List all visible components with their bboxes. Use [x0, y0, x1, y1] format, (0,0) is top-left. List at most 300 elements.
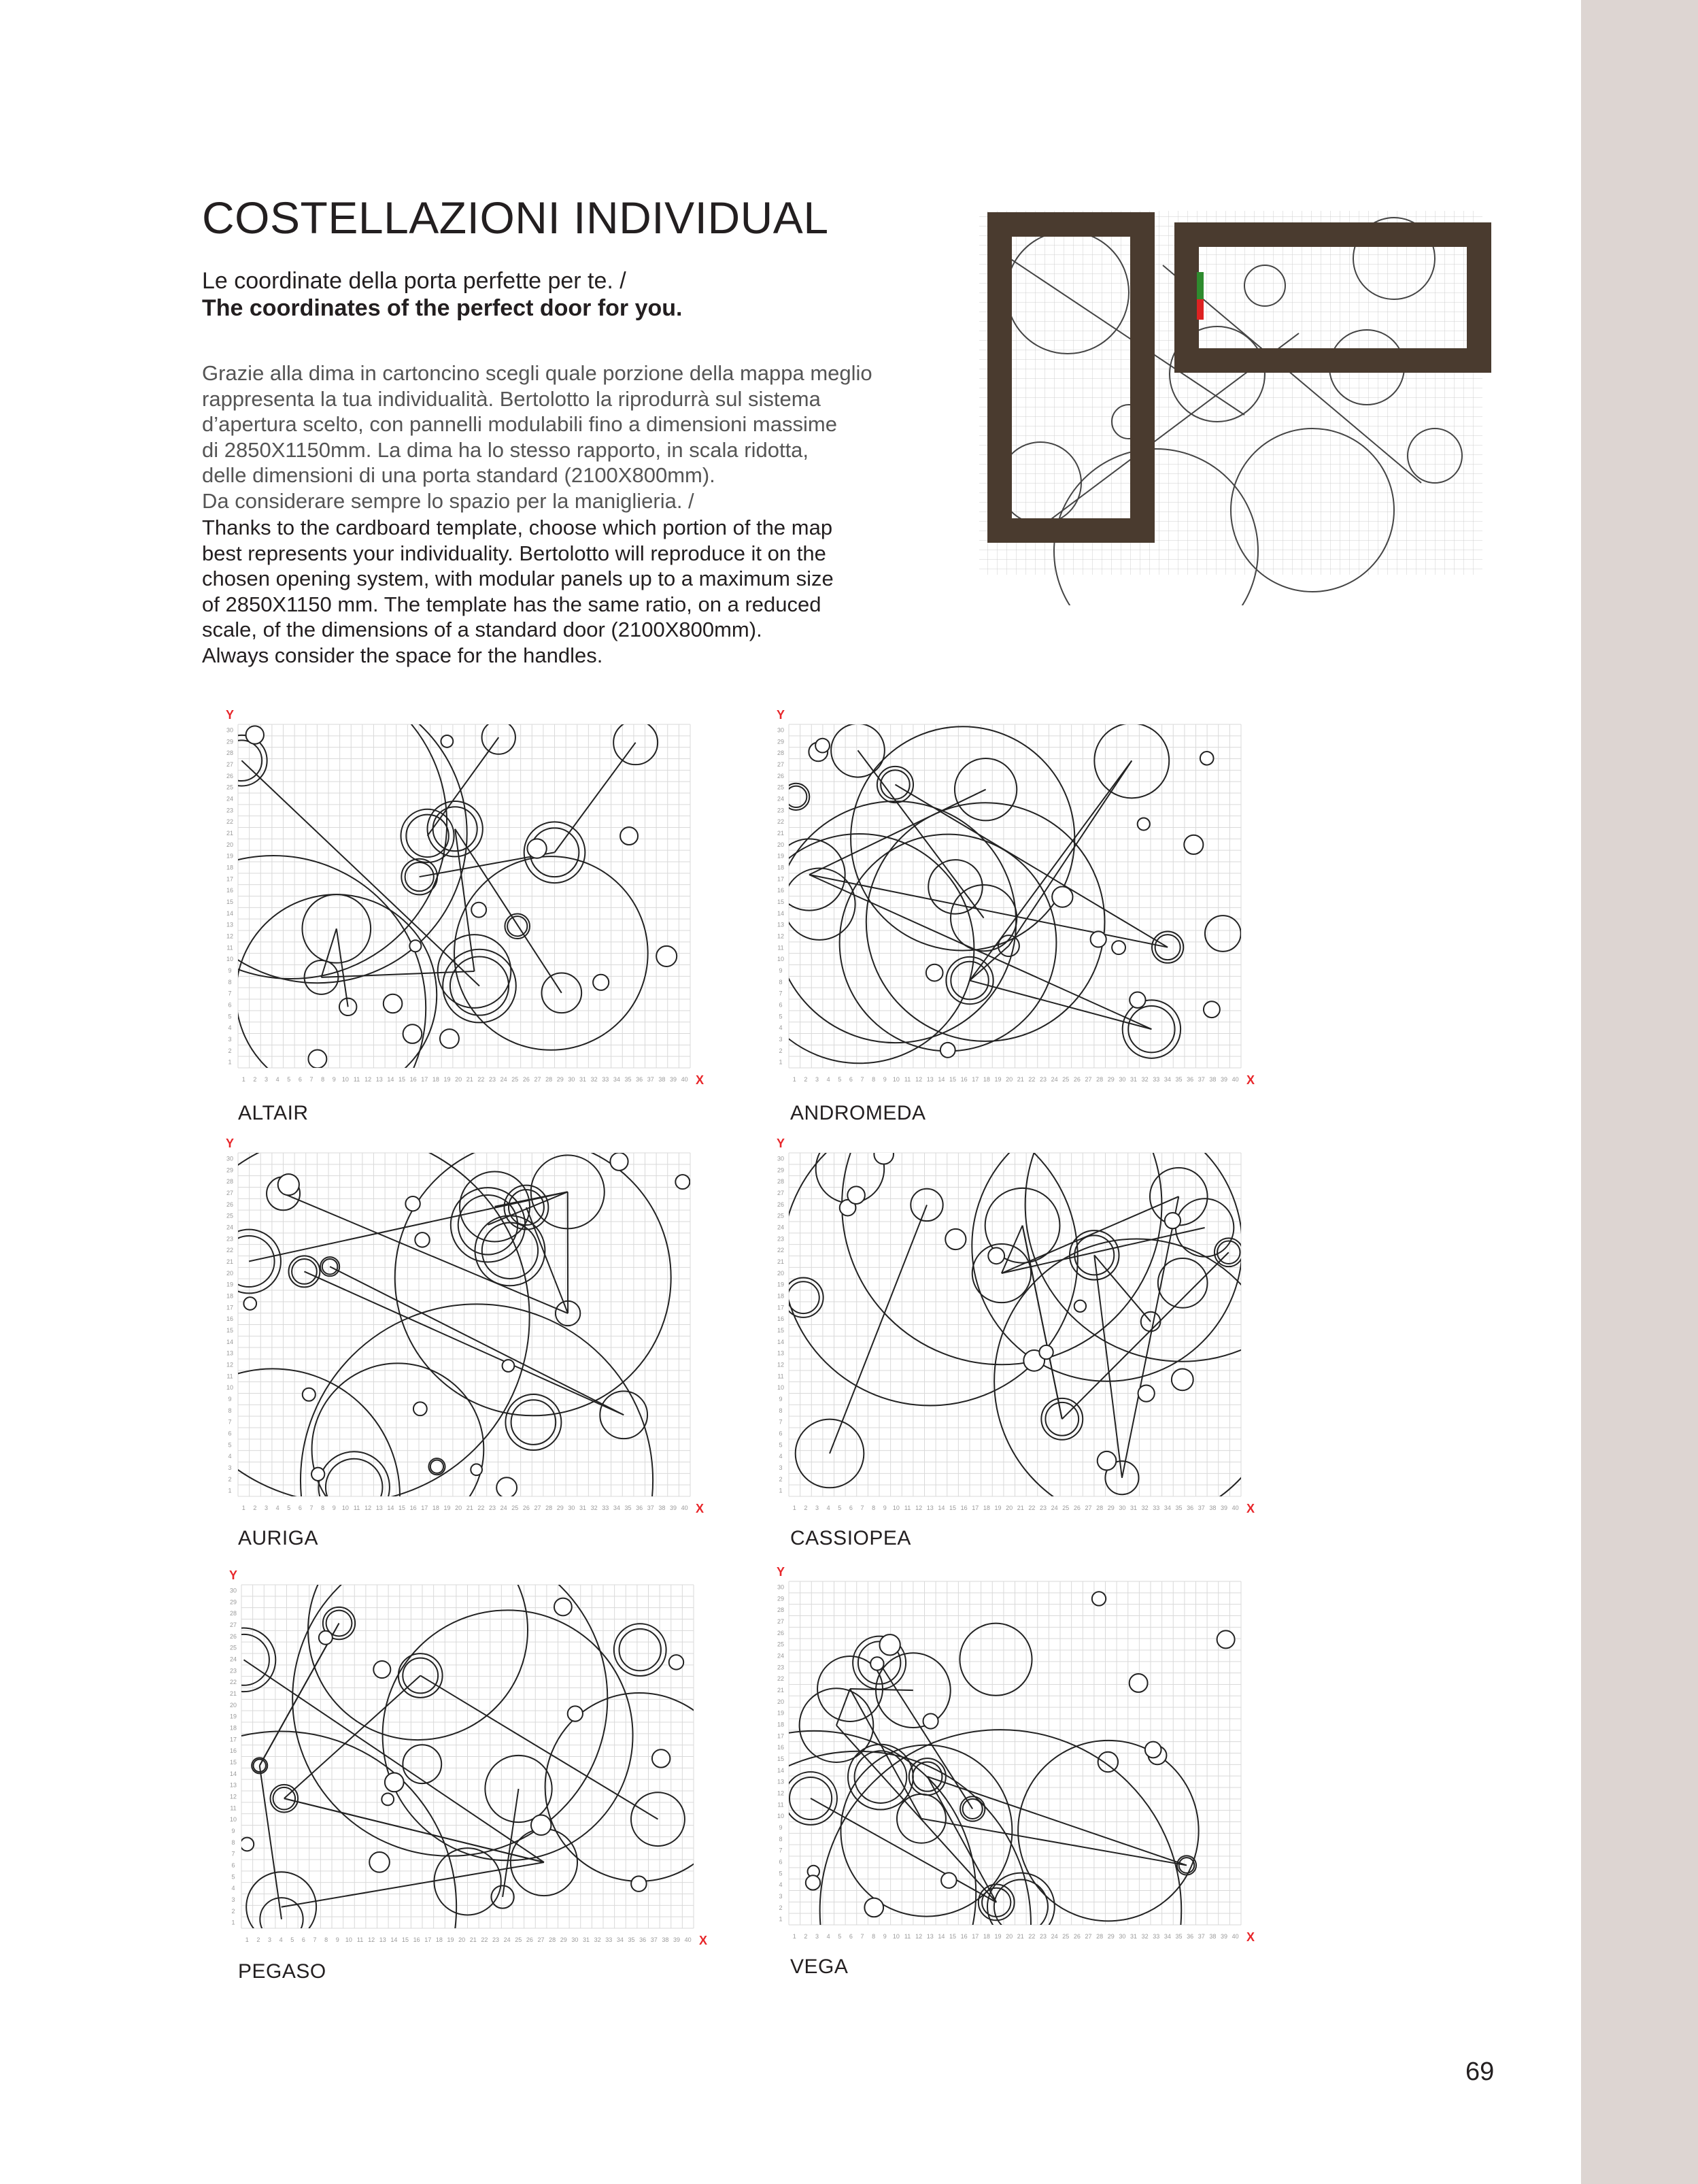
node-dot — [278, 1174, 299, 1195]
y-tick-label: 29 — [777, 1166, 785, 1174]
x-tick-label: 22 — [1028, 1505, 1036, 1511]
node-dot — [1092, 1592, 1106, 1605]
body-text-italian — [202, 360, 950, 514]
x-tick-label: 2 — [253, 1076, 257, 1083]
x-tick-label: 12 — [915, 1076, 923, 1083]
orbit-circle — [972, 1136, 1242, 1381]
x-tick-label: 30 — [571, 1936, 579, 1943]
x-tick-label: 32 — [1141, 1933, 1149, 1940]
y-tick-label: 11 — [777, 944, 784, 952]
y-tick-label: 12 — [226, 1361, 234, 1368]
star-circle — [614, 1624, 666, 1676]
x-tick-label: 37 — [650, 1936, 658, 1943]
grid — [238, 1153, 690, 1496]
y-tick-label: 7 — [779, 1418, 783, 1426]
constellation-art — [211, 1568, 728, 1969]
x-tick-label: 39 — [1221, 1505, 1228, 1511]
x-tick-label: 38 — [658, 1505, 666, 1511]
body-it-line: Grazie alla dima in cartoncino scegli quale porzione della mappa meglio — [202, 361, 872, 385]
y-tick-label: 25 — [777, 1641, 785, 1648]
x-tick-label: 39 — [1221, 1933, 1228, 1940]
y-tick-label: 26 — [777, 1200, 785, 1208]
x-tick-label: 31 — [579, 1505, 587, 1511]
x-tick-label: 31 — [583, 1936, 590, 1943]
x-tick-label: 39 — [673, 1936, 681, 1943]
x-tick-label: 21 — [1017, 1076, 1024, 1083]
y-tick-label: 25 — [777, 1212, 785, 1220]
y-tick-label: 23 — [777, 1235, 785, 1243]
star-circle — [783, 1277, 823, 1317]
x-tick-label: 7 — [860, 1933, 864, 1940]
node-dot — [1165, 1213, 1181, 1228]
y-tick-label: 21 — [777, 1686, 785, 1694]
node-dot — [652, 1749, 670, 1767]
x-tick-label: 38 — [1209, 1076, 1217, 1083]
y-tick-label: 15 — [226, 1326, 234, 1334]
constellation-art — [782, 1136, 1275, 1524]
y-tick-label: 14 — [777, 909, 785, 917]
y-tick-label: 29 — [777, 738, 785, 745]
x-tick-label: 20 — [1006, 1933, 1013, 1940]
y-tick-label: 6 — [779, 1001, 783, 1009]
y-tick-label: 25 — [226, 784, 234, 791]
x-tick-label: 18 — [983, 1076, 990, 1083]
constellation-art — [207, 1136, 690, 1537]
node-dot — [1172, 1368, 1193, 1390]
y-tick-label: 17 — [777, 875, 785, 883]
x-tick-label: 36 — [636, 1076, 643, 1083]
y-tick-label: 27 — [777, 1617, 785, 1625]
orbit-circle — [758, 1731, 976, 1966]
y-tick-label: 19 — [777, 1281, 785, 1288]
y-tick-label: 18 — [226, 1292, 234, 1300]
y-tick-label: 6 — [779, 1430, 783, 1437]
star-circle — [302, 894, 371, 963]
node-dot — [503, 1360, 515, 1372]
y-tick-label: 9 — [779, 967, 783, 974]
y-tick-label: 28 — [226, 1178, 234, 1186]
x-tick-label: 23 — [489, 1076, 496, 1083]
star-ring — [405, 862, 434, 891]
y-tick-label: 25 — [777, 784, 785, 791]
x-axis-letter: X — [1246, 1502, 1255, 1515]
orbit-circle — [820, 1730, 1182, 1966]
x-tick-label: 10 — [341, 1076, 349, 1083]
y-tick-label: 28 — [777, 750, 785, 757]
star-circle — [1177, 1855, 1196, 1875]
y-tick-label: 24 — [777, 1652, 785, 1660]
x-axis-letter: X — [699, 1934, 708, 1947]
node-dot — [308, 1049, 326, 1068]
y-tick-label: 8 — [228, 978, 232, 986]
y-tick-label: 9 — [779, 1395, 783, 1402]
x-tick-label: 9 — [332, 1076, 336, 1083]
constellation-chart-altair — [207, 707, 724, 1109]
y-tick-label: 11 — [777, 1373, 784, 1380]
grid — [241, 1585, 694, 1928]
orbit-circle — [994, 1239, 1275, 1524]
y-tick-label: 3 — [779, 1035, 783, 1043]
y-tick-label: 12 — [226, 933, 234, 940]
connector-line — [836, 1726, 996, 1902]
x-tick-label: 13 — [375, 1076, 383, 1083]
node-dot — [1138, 818, 1150, 830]
x-tick-label: 24 — [500, 1505, 507, 1511]
x-tick-label: 15 — [398, 1505, 406, 1511]
y-tick-label: 2 — [228, 1475, 232, 1483]
node-dot — [1138, 1385, 1155, 1402]
x-tick-label: 36 — [639, 1936, 647, 1943]
y-tick-label: 16 — [777, 887, 785, 894]
y-tick-label: 4 — [779, 1024, 783, 1032]
node-dot — [440, 1029, 459, 1048]
x-tick-label: 11 — [356, 1936, 364, 1943]
y-tick-label: 2 — [231, 1907, 235, 1915]
node-dot — [409, 940, 421, 952]
y-tick-label: 26 — [226, 772, 234, 779]
x-tick-label: 25 — [1062, 1505, 1070, 1511]
x-tick-label: 26 — [1073, 1933, 1081, 1940]
y-tick-label: 2 — [779, 1904, 783, 1911]
node-dot — [246, 726, 264, 743]
node-dot — [1098, 1451, 1117, 1471]
y-tick-label: 14 — [777, 1338, 785, 1345]
y-tick-label: 6 — [779, 1858, 783, 1866]
y-tick-label: 5 — [228, 1013, 232, 1020]
y-tick-label: 10 — [777, 1384, 785, 1392]
x-axis-letter: X — [696, 1502, 704, 1515]
x-tick-label: 34 — [1164, 1933, 1171, 1940]
x-tick-label: 38 — [658, 1076, 666, 1083]
constellation-art — [758, 1592, 1235, 1966]
body-text-english — [202, 515, 950, 668]
y-tick-label: 7 — [779, 1847, 783, 1854]
y-tick-label: 3 — [779, 1464, 783, 1471]
x-tick-label: 28 — [545, 1505, 553, 1511]
y-tick-label: 17 — [226, 1304, 234, 1311]
y-tick-label: 1 — [779, 1915, 783, 1923]
x-tick-label: 20 — [458, 1936, 466, 1943]
star-ring — [619, 1629, 661, 1670]
y-axis-letter: Y — [777, 1565, 785, 1579]
connector-line — [1094, 1255, 1151, 1322]
y-tick-label: 12 — [777, 933, 785, 940]
y-tick-label: 23 — [777, 807, 785, 814]
star-circle — [339, 998, 356, 1015]
x-tick-label: 30 — [568, 1076, 575, 1083]
node-dot — [988, 1247, 1004, 1264]
y-tick-label: 29 — [229, 1598, 237, 1606]
y-tick-label: 30 — [777, 726, 785, 734]
auriga-chart-svg — [207, 1136, 724, 1537]
y-tick-label: 9 — [779, 1824, 783, 1831]
x-tick-label: 1 — [241, 1076, 245, 1083]
node-dot — [1091, 931, 1106, 947]
y-tick-label: 11 — [226, 944, 233, 952]
star-circle — [831, 724, 885, 777]
y-tick-label: 20 — [226, 1269, 234, 1277]
y-tick-label: 6 — [228, 1430, 232, 1437]
y-tick-label: 3 — [228, 1035, 232, 1043]
x-tick-label: 14 — [938, 1076, 945, 1083]
chart-label-andromeda: ANDROMEDA — [790, 1102, 926, 1124]
x-tick-label: 31 — [1130, 1505, 1138, 1511]
node-dot — [815, 739, 830, 753]
y-tick-label: 27 — [226, 1189, 234, 1196]
x-tick-label: 2 — [804, 1933, 808, 1940]
y-tick-label: 19 — [226, 852, 234, 860]
x-tick-label: 10 — [892, 1933, 900, 1940]
x-tick-label: 2 — [804, 1076, 808, 1083]
x-tick-label: 35 — [624, 1505, 632, 1511]
body-en-line: scale, of the dimensions of a standard door (2100X800mm). — [202, 618, 762, 641]
x-tick-label: 3 — [265, 1076, 269, 1083]
x-tick-label: 22 — [1028, 1076, 1036, 1083]
x-tick-label: 6 — [849, 1933, 853, 1940]
x-tick-label: 13 — [379, 1936, 386, 1943]
connector-line — [858, 750, 983, 918]
y-tick-label: 14 — [777, 1766, 785, 1774]
x-tick-label: 27 — [1085, 1505, 1092, 1511]
constellation-chart-vega — [758, 1564, 1275, 1966]
y-tick-label: 23 — [777, 1664, 785, 1671]
x-tick-label: 27 — [1085, 1076, 1092, 1083]
node-dot — [940, 1043, 955, 1058]
x-tick-label: 33 — [602, 1076, 609, 1083]
node-dot — [945, 1229, 966, 1249]
y-axis-letter: Y — [226, 708, 235, 722]
y-tick-label: 18 — [777, 1721, 785, 1728]
chart-label-cassiopea: CASSIOPEA — [790, 1527, 911, 1549]
x-tick-label: 34 — [1164, 1505, 1171, 1511]
star-circle — [783, 784, 809, 810]
node-dot — [240, 1838, 254, 1851]
x-tick-label: 31 — [1130, 1933, 1138, 1940]
y-tick-label: 21 — [226, 1258, 234, 1265]
constellation-chart-pegaso — [211, 1568, 728, 1969]
node-dot — [620, 827, 638, 845]
x-tick-label: 37 — [647, 1505, 654, 1511]
x-tick-label: 19 — [443, 1505, 451, 1511]
x-tick-label: 22 — [481, 1936, 488, 1943]
node-dot — [531, 1815, 551, 1836]
y-tick-label: 24 — [777, 795, 785, 803]
y-tick-label: 3 — [228, 1464, 232, 1471]
x-tick-label: 29 — [556, 1076, 564, 1083]
x-tick-label: 23 — [489, 1505, 496, 1511]
x-tick-label: 37 — [647, 1076, 654, 1083]
y-tick-label: 3 — [231, 1896, 235, 1903]
x-tick-label: 6 — [298, 1505, 302, 1511]
star-ring — [994, 1879, 1048, 1933]
orbit-circle — [1025, 1136, 1275, 1362]
y-tick-label: 21 — [777, 829, 785, 837]
x-tick-label: 5 — [838, 1505, 842, 1511]
node-dot — [926, 964, 943, 981]
y-tick-label: 29 — [226, 738, 234, 745]
x-tick-label: 9 — [335, 1936, 339, 1943]
y-tick-label: 15 — [226, 898, 234, 905]
chart-label-auriga: AURIGA — [238, 1527, 319, 1549]
x-tick-label: 28 — [1096, 1076, 1104, 1083]
y-tick-label: 7 — [228, 990, 232, 997]
orbit-circle — [840, 835, 1057, 1052]
x-tick-label: 6 — [301, 1936, 305, 1943]
template-photo-drawing — [959, 197, 1496, 605]
x-tick-label: 32 — [594, 1936, 601, 1943]
orbit-circle — [207, 1136, 530, 1503]
x-tick-label: 37 — [1198, 1933, 1205, 1940]
x-tick-label: 11 — [904, 1505, 911, 1511]
y-tick-label: 1 — [231, 1919, 235, 1926]
x-axis-letter: X — [1246, 1073, 1255, 1087]
x-tick-label: 23 — [1040, 1933, 1047, 1940]
x-tick-label: 16 — [960, 1933, 968, 1940]
x-tick-label: 28 — [549, 1936, 556, 1943]
x-tick-label: 29 — [560, 1936, 567, 1943]
x-tick-label: 25 — [515, 1936, 522, 1943]
node-dot — [471, 903, 486, 918]
y-tick-label: 22 — [226, 818, 234, 826]
node-dot — [669, 1655, 683, 1669]
y-tick-label: 28 — [777, 1607, 785, 1614]
x-tick-label: 7 — [860, 1076, 864, 1083]
y-tick-label: 16 — [226, 1315, 234, 1323]
y-tick-label: 14 — [226, 1338, 234, 1345]
node-dot — [1145, 1742, 1161, 1758]
x-tick-label: 12 — [364, 1505, 372, 1511]
node-dot — [1074, 1300, 1086, 1312]
x-tick-label: 19 — [447, 1936, 454, 1943]
node-dot — [610, 1153, 628, 1171]
y-tick-label: 15 — [777, 898, 785, 905]
x-tick-label: 29 — [556, 1505, 564, 1511]
y-tick-label: 1 — [228, 1487, 232, 1494]
y-tick-label: 20 — [226, 841, 234, 848]
star-circle — [1205, 915, 1241, 952]
body-it-line: rappresenta la tua individualità. Bertolotto la riprodurrà sul sistema — [202, 386, 821, 411]
x-tick-label: 2 — [256, 1936, 260, 1943]
y-tick-label: 11 — [777, 1801, 784, 1809]
x-tick-label: 8 — [872, 1933, 876, 1940]
x-tick-label: 21 — [1017, 1505, 1024, 1511]
x-tick-label: 4 — [826, 1933, 830, 1940]
star-circle — [505, 913, 530, 939]
chart-label-altair: ALTAIR — [238, 1102, 309, 1124]
body-it-line: di 2850X1150mm. La dima ha lo stesso rapporto, in scala ridotta, — [202, 437, 809, 462]
x-tick-label: 5 — [838, 1933, 842, 1940]
node-dot — [879, 1634, 900, 1655]
x-tick-label: 18 — [432, 1505, 439, 1511]
x-tick-label: 28 — [545, 1076, 553, 1083]
x-tick-label: 38 — [662, 1936, 669, 1943]
x-tick-label: 26 — [1073, 1505, 1081, 1511]
y-tick-label: 4 — [228, 1453, 232, 1460]
y-tick-label: 27 — [229, 1621, 237, 1628]
node-dot — [923, 1713, 938, 1728]
y-tick-label: 4 — [779, 1881, 783, 1889]
node-dot — [384, 994, 403, 1013]
y-tick-label: 9 — [228, 1395, 232, 1402]
y-tick-label: 13 — [777, 1778, 785, 1785]
y-tick-label: 22 — [777, 1675, 785, 1683]
y-tick-label: 24 — [226, 1224, 234, 1231]
x-tick-label: 30 — [1119, 1933, 1126, 1940]
y-tick-label: 20 — [777, 1269, 785, 1277]
x-tick-label: 3 — [815, 1076, 819, 1083]
y-tick-label: 24 — [777, 1224, 785, 1231]
y-tick-label: 15 — [229, 1758, 237, 1766]
orbit-circle — [207, 856, 426, 1109]
x-tick-label: 14 — [387, 1076, 394, 1083]
x-tick-label: 23 — [492, 1936, 500, 1943]
y-tick-label: 27 — [777, 1189, 785, 1196]
cassiopea-chart-svg — [758, 1136, 1275, 1537]
star-circle — [800, 1688, 874, 1762]
y-tick-label: 12 — [229, 1793, 237, 1800]
star-circle — [485, 1755, 551, 1822]
node-dot — [369, 1852, 390, 1872]
y-tick-label: 11 — [226, 1373, 233, 1380]
y-tick-label: 6 — [228, 1001, 232, 1009]
y-tick-label: 21 — [229, 1690, 237, 1697]
star-circle — [987, 1873, 1055, 1941]
node-dot — [847, 1186, 865, 1204]
x-tick-label: 34 — [1164, 1076, 1171, 1083]
x-tick-label: 14 — [938, 1505, 945, 1511]
y-tick-label: 16 — [777, 1315, 785, 1323]
x-tick-label: 29 — [1107, 1505, 1115, 1511]
x-tick-label: 14 — [390, 1936, 398, 1943]
node-dot — [864, 1898, 883, 1917]
x-tick-label: 17 — [421, 1505, 428, 1511]
y-tick-label: 17 — [229, 1736, 237, 1743]
connector-line — [284, 1798, 544, 1862]
connector-line — [526, 1207, 568, 1313]
y-tick-label: 2 — [228, 1047, 232, 1054]
x-tick-label: 25 — [1062, 1933, 1070, 1940]
y-tick-label: 5 — [779, 1441, 783, 1449]
chart-label-vega: VEGA — [790, 1955, 849, 1978]
y-tick-label: 7 — [228, 1418, 232, 1426]
node-dot — [1184, 835, 1203, 854]
x-tick-label: 37 — [1198, 1076, 1205, 1083]
constellation-art — [758, 723, 1241, 1063]
x-tick-label: 26 — [522, 1076, 530, 1083]
y-tick-label: 12 — [777, 1361, 785, 1368]
y-tick-label: 20 — [777, 841, 785, 848]
y-tick-label: 13 — [229, 1781, 237, 1789]
x-tick-label: 3 — [265, 1505, 269, 1511]
x-tick-label: 38 — [1209, 1933, 1217, 1940]
y-tick-label: 30 — [226, 1155, 234, 1162]
x-tick-label: 39 — [1221, 1076, 1228, 1083]
x-tick-label: 16 — [960, 1505, 968, 1511]
y-tick-label: 8 — [779, 978, 783, 986]
y-tick-label: 5 — [779, 1013, 783, 1020]
body-en-line: Always consider the space for the handles. — [202, 643, 603, 667]
x-tick-label: 26 — [526, 1936, 533, 1943]
x-tick-label: 22 — [477, 1076, 485, 1083]
body-en-line: Thanks to the cardboard template, choose which portion of the map — [202, 516, 833, 539]
orbit-circle — [383, 1610, 633, 1860]
y-tick-label: 20 — [777, 1698, 785, 1705]
y-tick-label: 18 — [777, 1292, 785, 1300]
x-tick-label: 1 — [792, 1076, 796, 1083]
x-tick-label: 8 — [324, 1936, 328, 1943]
x-tick-label: 12 — [915, 1933, 923, 1940]
node-dot — [373, 1661, 390, 1678]
